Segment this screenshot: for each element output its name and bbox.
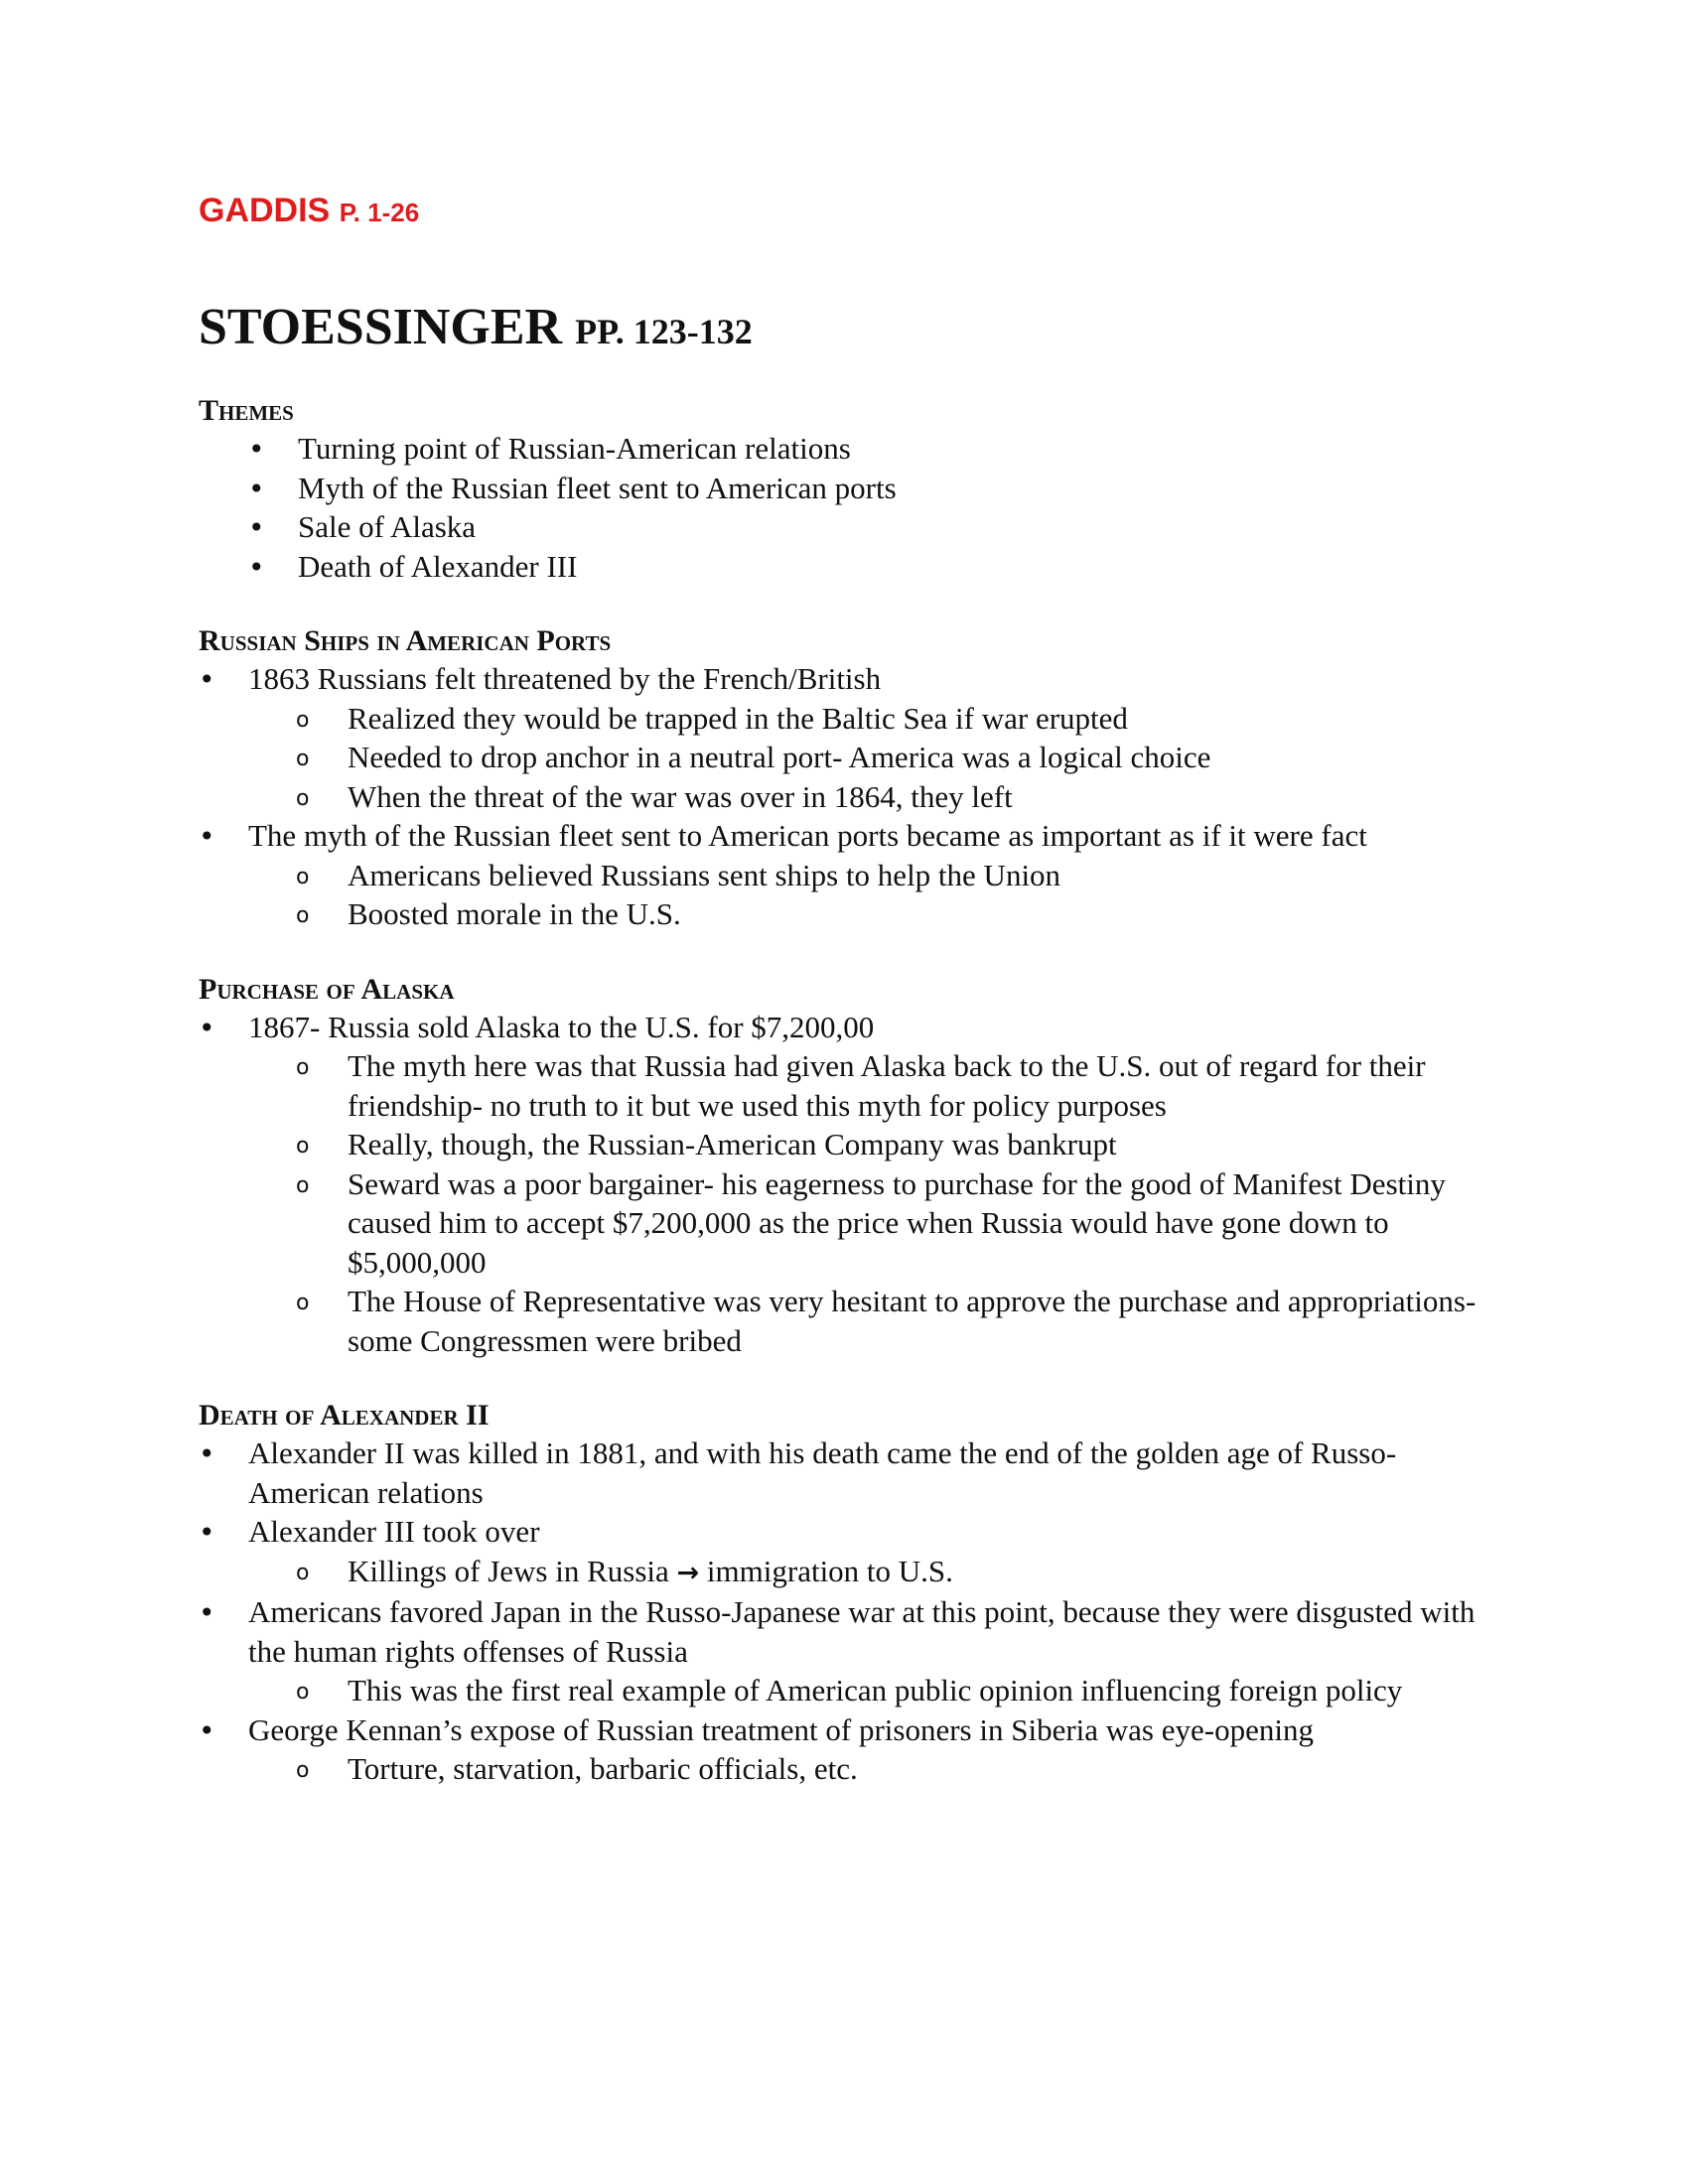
- stoessinger-heading: [199, 298, 1499, 361]
- list-item: • Death of Alexander III: [199, 547, 1499, 587]
- stoessinger-title: STOESSINGER: [199, 299, 576, 355]
- circle-bullet-icon: [296, 1282, 309, 1325]
- circle-bullet-icon: [296, 1125, 309, 1168]
- bullet-icon: [199, 1710, 215, 1751]
- death-alexander-heading: Death of Alexander II: [199, 1399, 490, 1432]
- sub-list: [199, 856, 1499, 934]
- circle-bullet-icon: [296, 777, 309, 821]
- sub-list: [199, 1749, 1499, 1789]
- sub-list-item: o When the threat of the war was over in 1864, they left: [199, 777, 1499, 817]
- sub-list-item: o Torture, starvation, barbaric officials, etc.: [199, 1749, 1499, 1789]
- sub-list-item: o Americans believed Russians sent ships to help the Union: [199, 856, 1499, 895]
- sub-list-item: o Killings of Jews in Russia → immigration to U.S.: [199, 1552, 1499, 1593]
- list-item: • Americans favored Japan in the Russo-Japanese war at this point, because they were disgusted with the human rights offenses of Russia o This was the first real example of American public opinion influencing foreign policy: [199, 1592, 1499, 1710]
- list-item: • Myth of the Russian fleet sent to American ports: [199, 469, 1499, 508]
- right-arrow-icon: →: [676, 1557, 700, 1588]
- bullet-icon: [199, 1008, 215, 1048]
- circle-bullet-icon: [296, 699, 309, 743]
- list-item: • Alexander II was killed in 1881, and with his death came the end of the golden age of Russo-American relations: [199, 1433, 1499, 1512]
- circle-bullet-icon: [296, 1671, 309, 1714]
- sub-list: [199, 1671, 1499, 1710]
- list-item: • The myth of the Russian fleet sent to American ports became as important as if it were fact o Americans believed Russians sent ships to help the Union o Boosted morale in the U.S.: [199, 816, 1499, 934]
- circle-bullet-icon: [296, 1164, 309, 1208]
- bullet-icon: [199, 1433, 215, 1474]
- circle-bullet-icon: [296, 894, 309, 938]
- list-item: • Alexander III took over o Killings of Jews in Russia → immigration to U.S.: [199, 1512, 1499, 1592]
- sub-list-item: o This was the first real example of American public opinion influencing foreign policy: [199, 1671, 1499, 1710]
- gaddis-heading: [199, 189, 1499, 234]
- list-item: • Turning point of Russian-American relations: [199, 429, 1499, 469]
- sub-list-item: o Needed to drop anchor in a neutral port- America was a logical choice: [199, 738, 1499, 777]
- circle-bullet-icon: [296, 1046, 309, 1090]
- list-item: • George Kennan’s expose of Russian treatment of prisoners in Siberia was eye-opening o Torture, starvation, barbaric officials, etc.: [199, 1710, 1499, 1789]
- document-page: [199, 189, 1499, 1789]
- sub-list-item: o The House of Representative was very hesitant to approve the purchase and appropriations- some Congressmen were bribed: [199, 1282, 1499, 1360]
- circle-bullet-icon: [296, 738, 309, 781]
- themes-list: [199, 429, 1499, 586]
- bullet-icon: [199, 816, 215, 857]
- circle-bullet-icon: [296, 1749, 309, 1793]
- list-item: • 1867- Russia sold Alaska to the U.S. for $7,200,00 o The myth here was that Russia had given Alaska back to the U.S. out of regard for their friendship- no truth to it but we used this myth for policy purposes o Really, though, the Russian-American Company was bankrupt o Seward was a poor bargainer- his eagerness to purchase for the good of Manifest Destiny caused him to accept $7,200,000 as the price when Russia would have gone down to $5,000,000 o The House of Representative was very hesitant to approve the purchase and appropriations- some Congressmen were bribed: [199, 1008, 1499, 1361]
- bullet-icon: [248, 507, 265, 548]
- purchase-alaska-list: [199, 1008, 1499, 1361]
- sub-list-item: o Boosted morale in the U.S.: [199, 894, 1499, 934]
- sub-list-item: o Really, though, the Russian-American Company was bankrupt: [199, 1125, 1499, 1164]
- bullet-icon: [248, 429, 265, 470]
- russian-ships-heading: Russian Ships in American Ports: [199, 624, 612, 657]
- bullet-icon: [199, 1592, 215, 1633]
- stoessinger-pages: PP. 123-132: [575, 312, 753, 351]
- gaddis-title: GADDIS: [199, 192, 340, 229]
- bullet-icon: [199, 659, 215, 700]
- circle-bullet-icon: [296, 1552, 309, 1595]
- sub-list-item: o Realized they would be trapped in the Baltic Sea if war erupted: [199, 699, 1499, 739]
- sub-list-item: o The myth here was that Russia had given Alaska back to the U.S. out of regard for their friendship- no truth to it but we used this myth for policy purposes: [199, 1046, 1499, 1125]
- russian-ships-list: [199, 659, 1499, 934]
- list-item: • 1863 Russians felt threatened by the French/British o Realized they would be trapped in the Baltic Sea if war erupted o Needed to drop anchor in a neutral port- America was a logical choice o When the threat of the war was over in 1864, they left: [199, 659, 1499, 816]
- bullet-icon: [248, 469, 265, 509]
- themes-heading: Themes: [199, 394, 294, 427]
- circle-bullet-icon: [296, 856, 309, 899]
- sub-list: [199, 1552, 1499, 1593]
- gaddis-pages: P. 1-26: [339, 198, 420, 227]
- death-alexander-list: [199, 1433, 1499, 1789]
- purchase-alaska-heading: Purchase of Alaska: [199, 972, 455, 1006]
- sub-list: [199, 699, 1499, 817]
- bullet-icon: [248, 547, 265, 588]
- sub-list-item: o Seward was a poor bargainer- his eagerness to purchase for the good of Manifest Destiny caused him to accept $7,200,000 as the price when Russia would have gone down to $5,000,000: [199, 1164, 1499, 1283]
- bullet-icon: [199, 1512, 215, 1553]
- sub-list: [199, 1046, 1499, 1360]
- list-item: • Sale of Alaska: [199, 507, 1499, 547]
